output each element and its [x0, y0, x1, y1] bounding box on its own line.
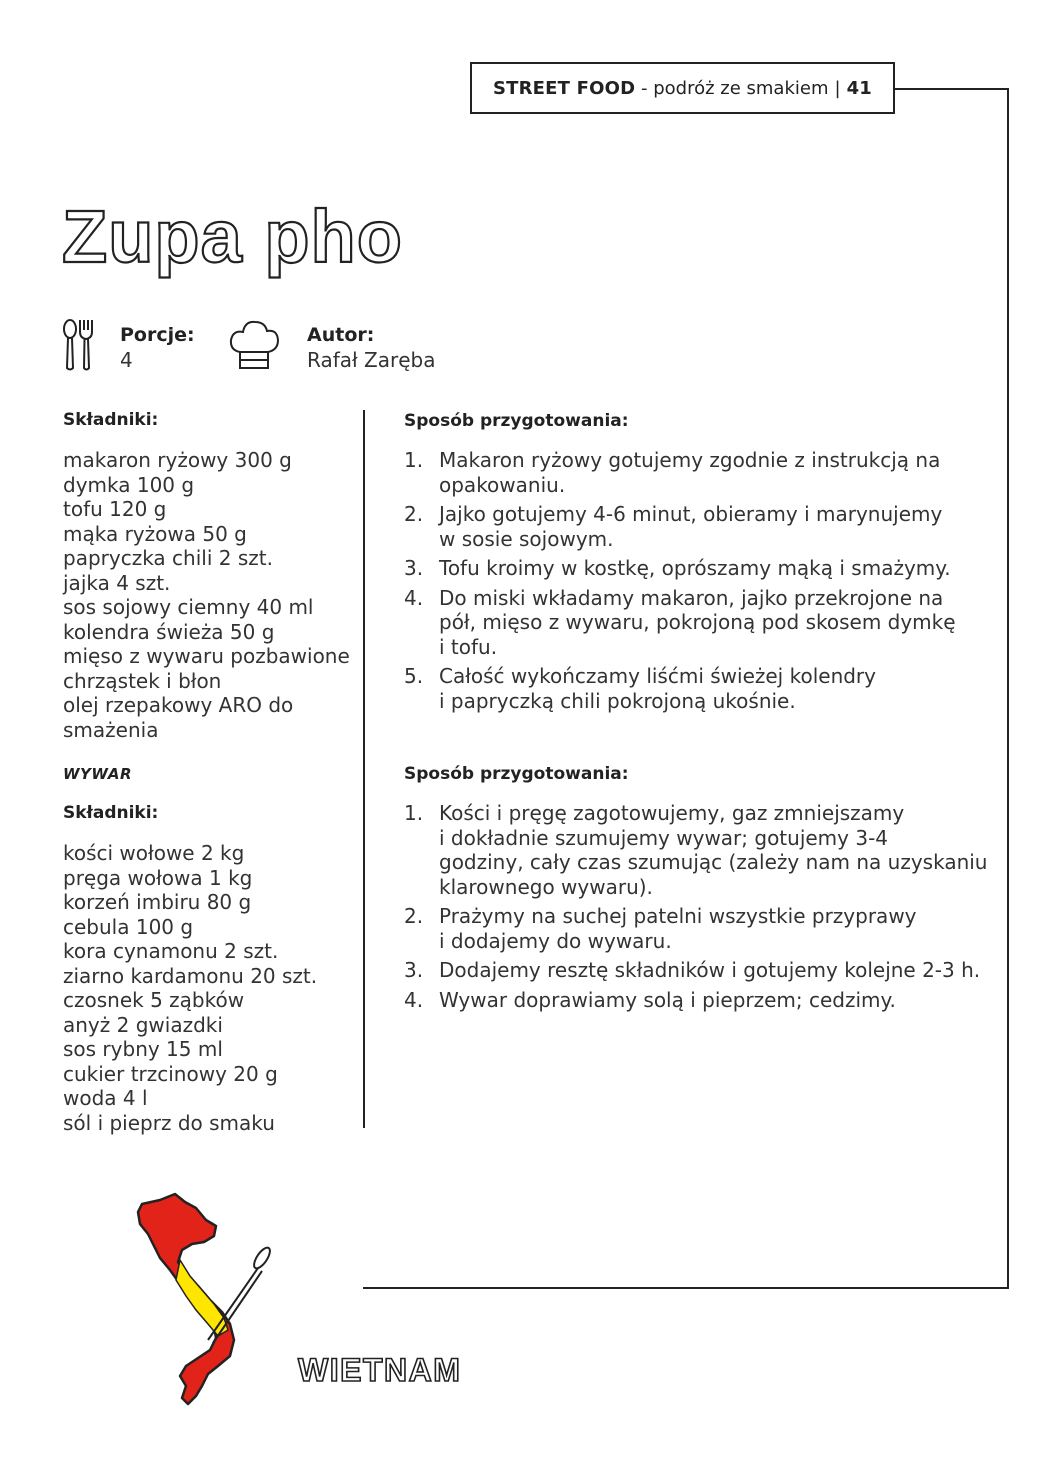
list-item: woda 4 l — [63, 1086, 148, 1110]
step-item — [404, 664, 994, 713]
step-line: klarownego wywaru). — [439, 874, 653, 899]
broth-heading: WYWAR — [63, 765, 133, 783]
list-item: sos sojowy ciemny 40 ml — [63, 595, 314, 619]
list-item: jajka 4 szt. — [63, 570, 171, 595]
list-item: papryczka chili 2 szt. — [63, 546, 273, 570]
chef-hat-icon — [228, 318, 280, 372]
broth-ingredients-heading: Składniki: — [63, 803, 159, 823]
list-item: tofu 120 g — [63, 497, 167, 521]
header-separator: | — [834, 77, 841, 99]
step-line: w sosie sojowym. — [439, 526, 614, 551]
list-item: makaron ryżowy 300 g — [63, 448, 292, 472]
recipe-title: Zupa pho — [62, 195, 403, 278]
method-heading: Sposób przygotowania: — [404, 411, 629, 431]
frame-line-bottom — [363, 1287, 1009, 1289]
step-number: 4. — [404, 987, 424, 1012]
list-item: dymka 100 g — [63, 472, 195, 497]
list-item: chrząstek i błon — [63, 668, 222, 693]
list-item: mięso z wywaru pozbawione — [63, 644, 350, 668]
step-line: i tofu. — [439, 634, 498, 659]
column-divider — [363, 410, 365, 1128]
list-item: kolendra świeża 50 g — [63, 619, 275, 644]
step-line: Makaron ryżowy gotujemy zgodnie z instrukcją na — [439, 448, 941, 472]
list-item: anyż 2 gwiazdki — [63, 1012, 223, 1037]
step-line: Dodajemy resztę składników i gotujemy kolejne 2-3 h. — [439, 958, 981, 982]
step-item — [404, 904, 1004, 953]
step-number: 1. — [404, 801, 424, 825]
step-item — [404, 502, 994, 551]
header-title: STREET FOOD — [492, 77, 636, 99]
list-item: cebula 100 g — [63, 914, 194, 939]
step-item — [404, 556, 994, 581]
author-label: Autor: — [307, 324, 375, 346]
frame-line-right — [1007, 88, 1009, 1289]
step-item — [404, 958, 1004, 983]
list-item: ziarno kardamonu 20 szt. — [63, 963, 318, 988]
page-number: 41 — [846, 77, 873, 99]
ingredients-heading: Składniki: — [63, 410, 159, 430]
step-item — [404, 448, 994, 497]
step-line: i dokładnie szumujemy wywar; gotujemy 3-4 — [439, 825, 889, 850]
author-value: Rafał Zaręba — [307, 348, 436, 372]
list-item: smażenia — [63, 717, 159, 742]
list-item: korzeń imbiru 80 g — [63, 890, 252, 914]
step-number: 1. — [404, 448, 424, 472]
page-header — [470, 62, 895, 114]
broth-method-steps — [404, 801, 1004, 1017]
method-steps — [404, 448, 994, 718]
ingredients-list — [63, 448, 350, 742]
vietnam-map-icon — [130, 1190, 280, 1420]
list-item: pręga wołowa 1 kg — [63, 865, 253, 890]
fork-spoon-icon — [60, 318, 96, 372]
servings-label: Porcje: — [120, 324, 195, 346]
step-item — [404, 988, 1004, 1013]
broth-ingredients-list — [63, 841, 317, 1135]
step-line: Do miski wkładamy makaron, jajko przekrojone na — [439, 585, 944, 610]
step-line: i dodajemy do wywaru. — [439, 928, 672, 953]
step-line: pół, mięso z wywaru, pokrojoną pod skosem dymkę — [439, 610, 956, 634]
step-line: Jajko gotujemy 4-6 minut, obieramy i marynujemy — [439, 502, 943, 526]
header-subtitle: - podróż ze smakiem — [640, 77, 829, 99]
step-line: i papryczką chili pokrojoną ukośnie. — [439, 688, 796, 713]
step-item — [404, 586, 994, 660]
step-line: Wywar doprawiamy solą i pieprzem; cedzimy. — [439, 987, 896, 1012]
step-number: 4. — [404, 585, 424, 610]
step-number: 3. — [404, 556, 424, 580]
step-line: godziny, cały czas szumując (zależy nam na uzyskaniu — [439, 850, 988, 874]
step-item — [404, 801, 1004, 899]
list-item: mąka ryżowa 50 g — [63, 521, 247, 546]
list-item: sos rybny 15 ml — [63, 1037, 223, 1061]
step-line: Prażymy na suchej patelni wszystkie przyprawy — [439, 904, 917, 928]
country-label: WIETNAM — [298, 1352, 462, 1388]
step-line: Tofu kroimy w kostkę, oprószamy mąką i smażymy. — [439, 556, 951, 580]
list-item: kości wołowe 2 kg — [63, 841, 245, 865]
step-number: 2. — [404, 502, 424, 526]
list-item: cukier trzcinowy 20 g — [63, 1061, 278, 1086]
list-item: czosnek 5 ząbków — [63, 988, 245, 1012]
list-item: sól i pieprz do smaku — [63, 1110, 275, 1135]
list-item: kora cynamonu 2 szt. — [63, 939, 279, 963]
step-line: opakowaniu. — [439, 472, 566, 497]
step-line: Kości i pręgę zagotowujemy, gaz zmniejszamy — [439, 801, 905, 825]
step-line: Całość wykończamy liśćmi świeżej kolendry — [439, 664, 876, 688]
step-number: 2. — [404, 904, 424, 928]
step-number: 5. — [404, 664, 424, 688]
servings-value: 4 — [120, 348, 133, 372]
list-item: olej rzepakowy ARO do — [63, 693, 294, 717]
step-number: 3. — [404, 958, 424, 982]
broth-method-heading: Sposób przygotowania: — [404, 764, 629, 784]
frame-line-top — [895, 88, 1009, 90]
